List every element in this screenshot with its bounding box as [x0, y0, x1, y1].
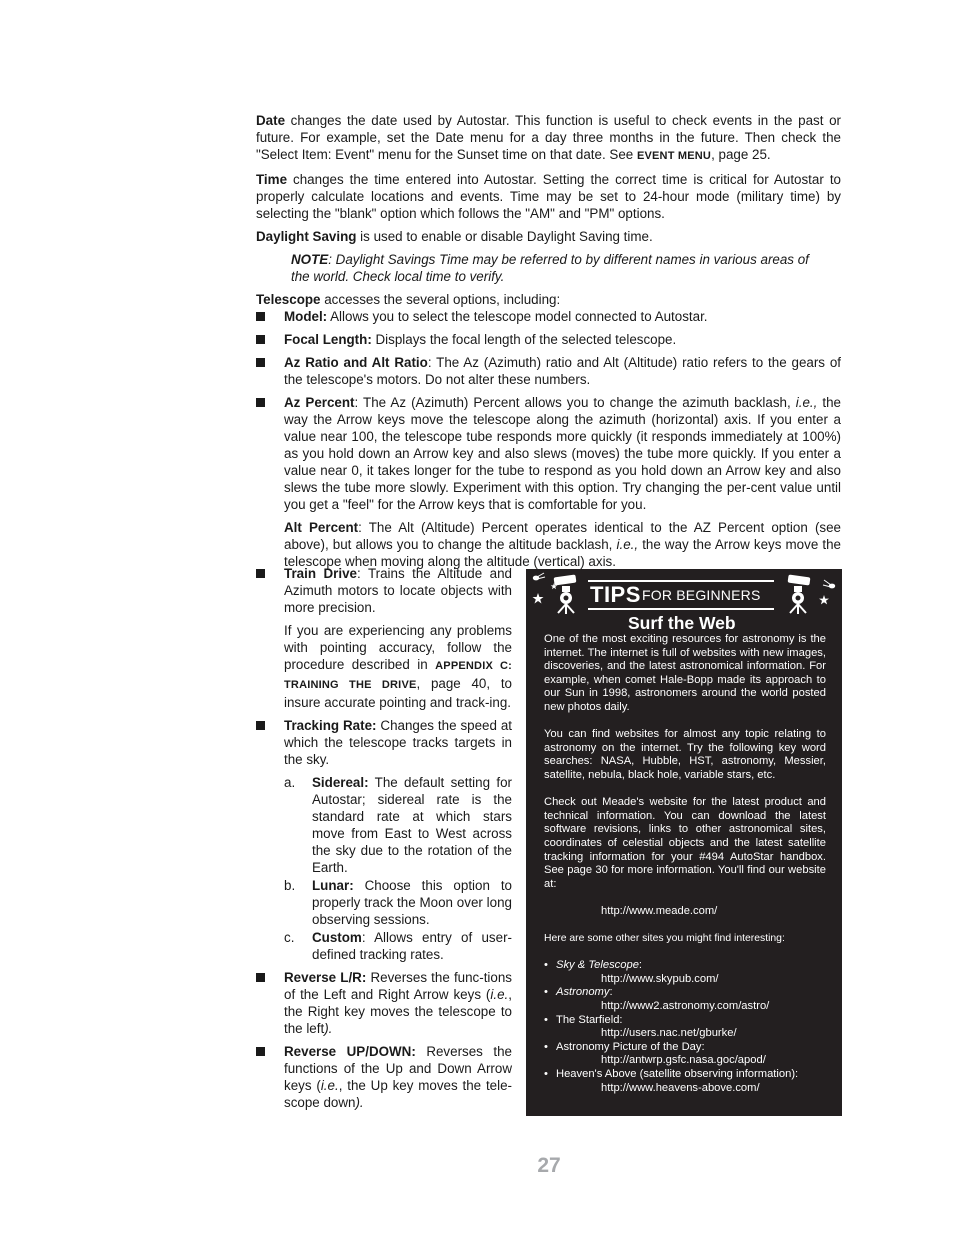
square-bullet-icon: [256, 398, 265, 407]
appendix-c-ref: APPENDIX C: TRAINING THE DRIVE: [284, 660, 512, 691]
bullet-reverse-lr: Reverse L/R: Reverses the func-tions of the Left and Right Arrow keys (i.e., the Right key moves the telescope to the left).: [256, 969, 512, 1037]
time-paragraph: Time changes the time entered into Autostar. Setting the correct time is critical for Autostar to properly calculate locations and events. Time may be set to 24-hour mode (military time) by selecting the "blank" option which follows the "AM" and "PM" options.: [256, 172, 841, 221]
time-term: Time: [256, 172, 288, 187]
daylight-term: Daylight Saving: [256, 229, 357, 244]
site-item: • Astronomy Picture of the Day:: [544, 1040, 705, 1053]
site-item: • Heaven's Above (satellite observing information):: [544, 1068, 799, 1080]
square-bullet-icon: [256, 335, 265, 344]
star-icon: [533, 593, 544, 604]
date-term: Date: [256, 113, 286, 128]
meade-url[interactable]: http://www.meade.com/: [601, 904, 718, 917]
alt-percent-paragraph: Alt Percent: The Alt (Altitude) Percent operates identical to the AZ Percent option (see above), but allows you to change the altitude backlash, i.e., the way the Arrow keys move the telescope when moving along the altitude (vertical) axis.: [284, 520, 841, 569]
bullet-model: Model: Allows you to select the telescope model connected to Autostar.: [256, 308, 841, 325]
site-url[interactable]: http://www.skypub.com/: [601, 972, 719, 985]
bullet-az-alt-ratio: Az Ratio and Alt Ratio: The Az (Azimuth) ratio and Alt (Altitude) ratio refers to the gears of the telescope's motors. Do not alter these numbers.: [256, 354, 841, 388]
square-bullet-icon: [256, 312, 265, 321]
telescope-icon: [788, 575, 811, 614]
tips-header: [526, 569, 842, 619]
page-number: 27: [537, 1154, 561, 1177]
site-url[interactable]: http://www.heavens-above.com/: [601, 1081, 760, 1094]
tips-word: TIPS: [590, 582, 641, 607]
main-column: [256, 112, 841, 576]
tips-body: [544, 633, 826, 1095]
note-label: NOTE: [291, 252, 329, 267]
square-bullet-icon: [256, 1047, 265, 1056]
square-bullet-icon: [256, 358, 265, 367]
bullet-train-drive: Train Drive: Trains the Altitude and Azimuth motors to locate objects with more precision.: [256, 565, 512, 616]
telescope-icon: [554, 575, 577, 614]
tips-paragraph: Check out Meade's website for the latest product and technical information. You can download the latest software revisions, links to other astronomical sites, coordinates of celestial objects and the latest satellite tracking information for your #494 AutoStar handbox. See page 30 for more information. You'll find our website at:: [544, 796, 826, 890]
square-bullet-icon: [256, 721, 265, 730]
site-url[interactable]: http://www2.astronomy.com/astro/: [601, 1000, 770, 1013]
rate-sidereal: a. Sidereal: The default setting for Autostar; sidereal rate is the standard rate at which stars move from East to West across the sky due to the rotation of the Earth.: [284, 775, 512, 875]
tips-paragraph: You can find websites for almost any topic relating to astronomy on the internet. Try the following key word searches: NASA, Hubble, HST, astronomy, Messier, satellite, nebula, black hole, variable stars, etc.: [544, 728, 826, 781]
other-sites-intro: Here are some other sites you might find interesting:: [544, 933, 785, 945]
square-bullet-icon: [256, 973, 265, 982]
tips-box: [526, 569, 842, 1116]
rate-lunar: b. Lunar: Choose this option to properly track the Moon over long observing sessions.: [284, 878, 512, 927]
tips-banner: [588, 580, 774, 610]
site-url[interactable]: http://users.nac.net/gburke/: [601, 1027, 737, 1040]
site-item: • Astronomy:: [544, 986, 613, 999]
event-menu-ref: EVENT MENU: [636, 150, 712, 162]
rate-custom: c. Custom: Allows entry of user-defined tracking rates.: [284, 930, 512, 962]
comet-icon: [823, 580, 835, 588]
square-bullet-icon: [256, 569, 265, 578]
tips-paragraph: One of the most exciting resources for astronomy is the internet. The internet is full of websites with new images, discoveries, and the latest astronomical information. For example, when comet Hale-Bopp made its approach to our Sun in 1998, astronomers around the world posted new photos daily.: [544, 633, 826, 713]
comet-icon: [533, 573, 545, 580]
tips-subtitle: FOR BEGINNERS: [642, 587, 761, 603]
tips-title: Surf the Web: [628, 613, 736, 633]
bullet-focal-length: Focal Length: Displays the focal length of the selected telescope.: [256, 331, 841, 348]
date-paragraph: Date changes the date used by Autostar. This function is useful to check events in the past or future. For example, set the Date menu for a day three months in the future. Then check the "Select Item: Event" menu for the Sunset time on that date. See EVENT MENU, page 25.: [256, 113, 841, 162]
train-drive-detail: If you are experiencing any problems with pointing accuracy, follow the procedure described in APPENDIX C: TRAINING THE DRIVE, page 40, to insure accurate pointing and track-ing.: [284, 623, 512, 710]
site-item: • Sky & Telescope:: [544, 959, 643, 972]
site-item: • The Starfield:: [544, 1013, 623, 1026]
daylight-paragraph: Daylight Saving is used to enable or disable Daylight Saving time.: [256, 229, 653, 244]
telescope-term: Telescope: [256, 292, 321, 307]
bullet-reverse-updown: Reverse UP/DOWN: Reverses the functions of the Up and Down Arrow keys (i.e., the Up key moves the tele-scope down).: [256, 1043, 512, 1111]
site-url[interactable]: http://antwrp.gsfc.nasa.goc/apod/: [601, 1054, 766, 1067]
star-icon: [819, 595, 829, 604]
bullet-az-percent: Az Percent: The Az (Azimuth) Percent allows you to change the azimuth backlash, i.e., the way the Arrow keys move the telescope along the azimuth (horizontal) axis. If you enter a value near 100, the telescope tube responds more quickly (it responds immediately at 100%) as you hold down an Arrow key and also slews (moves) the tube more quickly. If you enter a value near 0, it takes longer for the tube to respond as you hold down an Arrow key and also slews the tube more slowly. Experiment with this option. Try changing the per-cent value until you get a "feel" for the Arrow keys that is comfortable for you.: [256, 394, 841, 513]
telescope-paragraph: Telescope accesses the several options, including:: [256, 292, 561, 307]
note-paragraph: NOTE: Daylight Savings Time may be referred to by different names in various areas of the world. Check local time to verify.: [291, 252, 809, 284]
bullet-tracking-rate: Tracking Rate: Changes the speed at which the telescope tracks targets in the sky.: [256, 717, 512, 768]
left-column: [256, 565, 512, 1117]
